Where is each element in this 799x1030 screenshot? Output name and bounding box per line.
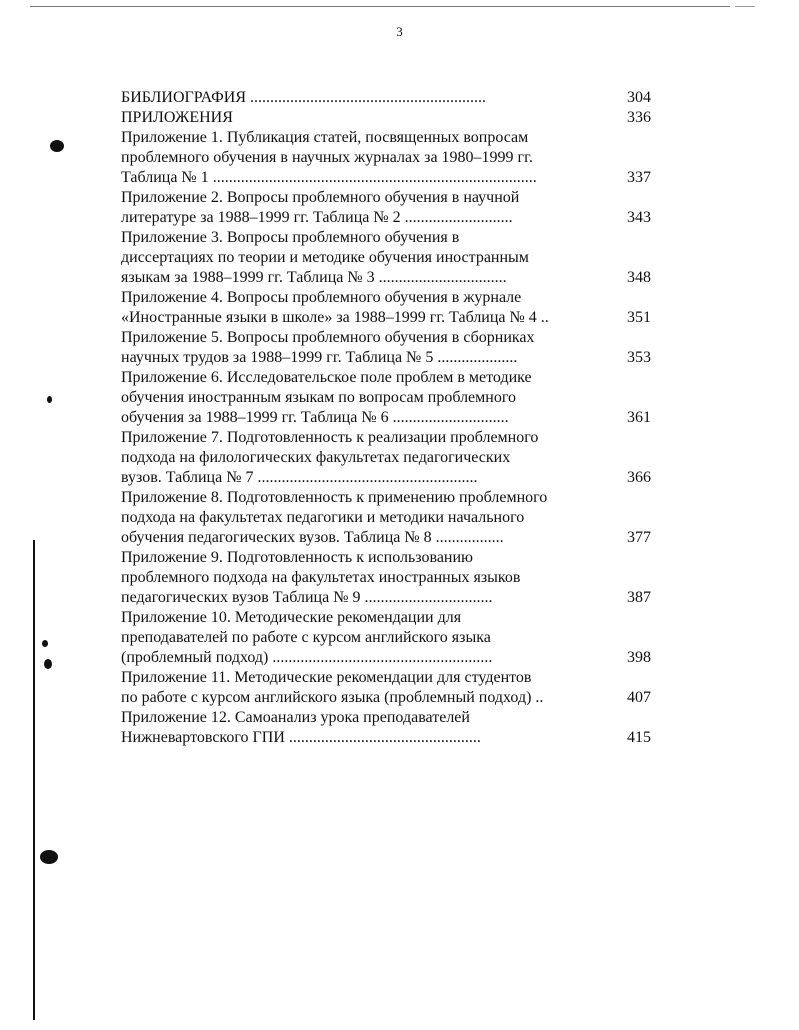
toc-page-number: 387 [627, 589, 651, 606]
table-of-contents [121, 88, 651, 748]
toc-entry-text: Приложение 8. Подготовленность к применению проблемного [121, 489, 548, 506]
toc-entry-text: Приложение 4. Вопросы проблемного обучения в журнале [121, 289, 522, 306]
toc-entry-line [121, 728, 651, 748]
toc-page-number: 398 [627, 649, 651, 666]
toc-entry-line [121, 508, 651, 528]
toc-entry-line [121, 448, 651, 468]
toc-entry-line [121, 668, 651, 688]
toc-entry-line [121, 328, 651, 348]
toc-entry-text: Приложение 6. Исследовательское поле проблем в методике [121, 369, 532, 386]
scan-blot [47, 396, 52, 403]
toc-entry-text: по работе с курсом английского языка (проблемный подход) .. [121, 689, 544, 706]
toc-entry-text: литературе за 1988–1999 гг. Таблица № 2 ........................... [121, 209, 513, 226]
toc-entry-text: вузов. Таблица № 7 ....................................................... [121, 469, 478, 486]
toc-entry-text: подхода на факультетах педагогики и методики начального [121, 509, 525, 526]
toc-entry-line [121, 628, 651, 648]
toc-entry-line [121, 408, 651, 428]
toc-entry-text: обучения иностранным языкам по вопросам проблемного [121, 389, 516, 406]
toc-page-number: 337 [627, 169, 651, 186]
toc-entry-line [121, 188, 651, 208]
toc-entry-text: Нижневартовского ГПИ ................................................ [121, 729, 481, 746]
toc-entry-line [121, 288, 651, 308]
toc-entry [121, 108, 651, 128]
toc-entry-line [121, 708, 651, 728]
toc-entry-line [121, 208, 651, 228]
toc-entry-text: Приложение 3. Вопросы проблемного обучения в [121, 229, 460, 246]
toc-entry-line [121, 488, 651, 508]
toc-entry-text: (проблемный подход) ....................................................... [121, 649, 493, 666]
toc-entry [121, 428, 651, 488]
toc-entry-text: Приложение 7. Подготовленность к реализации проблемного [121, 429, 539, 446]
toc-entry-text: языкам за 1988–1999 гг. Таблица № 3 ................................ [121, 269, 507, 286]
toc-entry-text: Приложение 1. Публикация статей, посвященных вопросам [121, 129, 529, 146]
toc-entry-line [121, 388, 651, 408]
toc-entry-line [121, 368, 651, 388]
toc-page-number: 343 [627, 209, 651, 226]
toc-entry-line [121, 348, 651, 368]
toc-entry [121, 368, 651, 428]
toc-entry-line [121, 568, 651, 588]
toc-entry-text: БИБЛИОГРАФИЯ ........................................................... [121, 89, 487, 106]
toc-entry [121, 188, 651, 228]
toc-entry-text: подхода на филологических факультетах педагогических [121, 449, 511, 466]
toc-page-number: 377 [627, 529, 651, 546]
toc-entry-text: Приложение 2. Вопросы проблемного обучения в научной [121, 189, 520, 206]
toc-entry-line [121, 608, 651, 628]
toc-entry-line [121, 468, 651, 488]
toc-entry-line [121, 108, 651, 128]
toc-entry [121, 488, 651, 548]
toc-page-number: 348 [627, 269, 651, 286]
toc-entry-line [121, 588, 651, 608]
toc-entry-text: диссертациях по теории и методике обучения иностранным [121, 249, 529, 266]
toc-entry [121, 668, 651, 708]
toc-entry-text: Приложение 9. Подготовленность к использованию [121, 549, 474, 566]
scan-top-edge [30, 6, 730, 7]
toc-entry-text: обучения педагогических вузов. Таблица № 8 ................. [121, 529, 504, 546]
toc-entry-text: «Иностранные языки в школе» за 1988–1999 гг. Таблица № 4 .. [121, 309, 549, 326]
scan-blot [40, 850, 58, 864]
toc-page-number: 366 [627, 469, 651, 486]
toc-entry [121, 708, 651, 748]
toc-entry-text: Приложение 12. Самоанализ урока преподавателей [121, 709, 470, 726]
toc-entry-line [121, 88, 651, 108]
scan-blot [44, 659, 52, 669]
toc-entry-text: педагогических вузов Таблица № 9 ................................ [121, 589, 493, 606]
toc-entry-text: Приложение 10. Методические рекомендации для [121, 609, 462, 626]
toc-entry-text: ПРИЛОЖЕНИЯ [121, 109, 233, 126]
toc-entry [121, 128, 651, 188]
scan-binding-line [33, 540, 35, 1020]
toc-page-number: 336 [627, 109, 651, 126]
toc-entry [121, 288, 651, 328]
toc-entry [121, 608, 651, 668]
toc-entry [121, 88, 651, 108]
toc-entry-line [121, 308, 651, 328]
toc-entry-line [121, 528, 651, 548]
toc-entry-line [121, 688, 651, 708]
toc-entry [121, 228, 651, 288]
toc-entry-line [121, 228, 651, 248]
page-number: 3 [396, 24, 403, 39]
toc-entry [121, 328, 651, 368]
toc-entry-line [121, 168, 651, 188]
toc-entry-line [121, 128, 651, 148]
toc-entry-text: Таблица № 1 ................................................................................. [121, 169, 537, 186]
toc-entry-line [121, 648, 651, 668]
toc-entry-text: Приложение 11. Методические рекомендации для студентов [121, 669, 532, 686]
scan-top-mark [735, 6, 755, 7]
toc-entry [121, 548, 651, 608]
toc-page-number: 407 [627, 689, 651, 706]
toc-page-number: 351 [627, 309, 651, 326]
toc-page-number: 353 [627, 349, 651, 366]
toc-entry-line [121, 148, 651, 168]
scan-blot [50, 140, 64, 152]
toc-page-number: 304 [627, 89, 651, 106]
toc-entry-text: обучения за 1988–1999 гг. Таблица № 6 ............................. [121, 409, 509, 426]
toc-entry-line [121, 268, 651, 288]
toc-entry-line [121, 428, 651, 448]
toc-entry-text: проблемного обучения в научных журналах за 1980–1999 гг. [121, 149, 533, 166]
toc-page-number: 361 [627, 409, 651, 426]
scan-blot [42, 640, 48, 647]
toc-entry-text: преподавателей по работе с курсом английского языка [121, 629, 491, 646]
toc-page-number: 415 [627, 729, 651, 746]
toc-entry-line [121, 248, 651, 268]
toc-entry-text: научных трудов за 1988–1999 гг. Таблица № 5 .................... [121, 349, 518, 366]
toc-entry-line [121, 548, 651, 568]
toc-entry-text: Приложение 5. Вопросы проблемного обучения в сборниках [121, 329, 535, 346]
toc-entry-text: проблемного подхода на факультетах иностранных языков [121, 569, 521, 586]
